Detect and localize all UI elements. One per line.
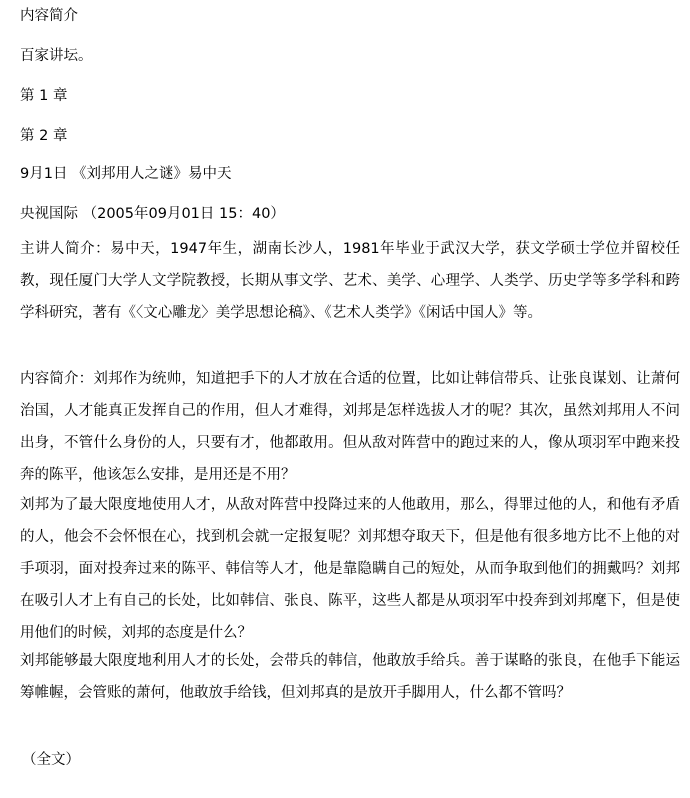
summary-paragraph: 内容简介：刘邦作为统帅，知道把手下的人才放在合适的位置，比如让韩信带兵、让张良谋划、让萧何治国，人才能真正发挥自己的作用，但人才难得，刘邦是怎样选拔人才的呢？其次，虽然刘邦用人不问出身，不管什么身份的人，只要有才，他都敢用。但从敌对阵营中的跑过来的人，像从项羽军中跑来投奔的陈平，他该怎么安排，是用还是不用？ (20, 371, 680, 483)
episode-title: 9月1日 《刘邦用人之谜》易中天 (20, 166, 232, 182)
chapter-2-link[interactable]: 第 2 章 (20, 128, 68, 144)
series-title: 百家讲坛。 (20, 48, 93, 64)
speaker-intro-paragraph: 主讲人简介：易中天，1947年生，湖南长沙人，1981年毕业于武汉大学，获文学硕士学位并留校任教，现任厦门大学人文学院教授，长期从事文学、艺术、美学、心理学、人类学、历史学等多学科和跨学科研究，著有《〈文心雕龙〉美学思想论稿》、《艺术人类学》《闲话中国人》等。 (20, 241, 680, 321)
body-paragraph-1: 刘邦为了最大限度地使用人才，从敌对阵营中投降过来的人他敢用，那么，得罪过他的人，和他有矛盾的人，他会不会怀恨在心，找到机会就一定报复呢？刘邦想夺取天下，但是他有很多地方比不上他的对手项羽，面对投奔过来的陈平、韩信等人才，他是靠隐瞒自己的短处，从而争取到他们的拥戴吗？刘邦在吸引人才上有自己的长处，比如韩信、张良、陈平，这些人都是从项羽军中投奔到刘邦麾下，但是使用他们的时候，刘邦的态度是什么？ (20, 497, 680, 641)
chapter-1-link[interactable]: 第 1 章 (20, 88, 68, 104)
source-line: 央视国际 （2005年09月01日 15：40） (20, 206, 285, 222)
content-heading: 内容简介 (20, 8, 78, 24)
full-text-link[interactable]: （全文） (22, 752, 80, 768)
body-paragraph-2: 刘邦能够最大限度地利用人才的长处，会带兵的韩信，他敢放手给兵。善于谋略的张良，在他手下能运筹帷幄，会管账的萧何，他敢放手给钱，但刘邦真的是放开手脚用人，什么都不管吗？ (20, 653, 680, 701)
